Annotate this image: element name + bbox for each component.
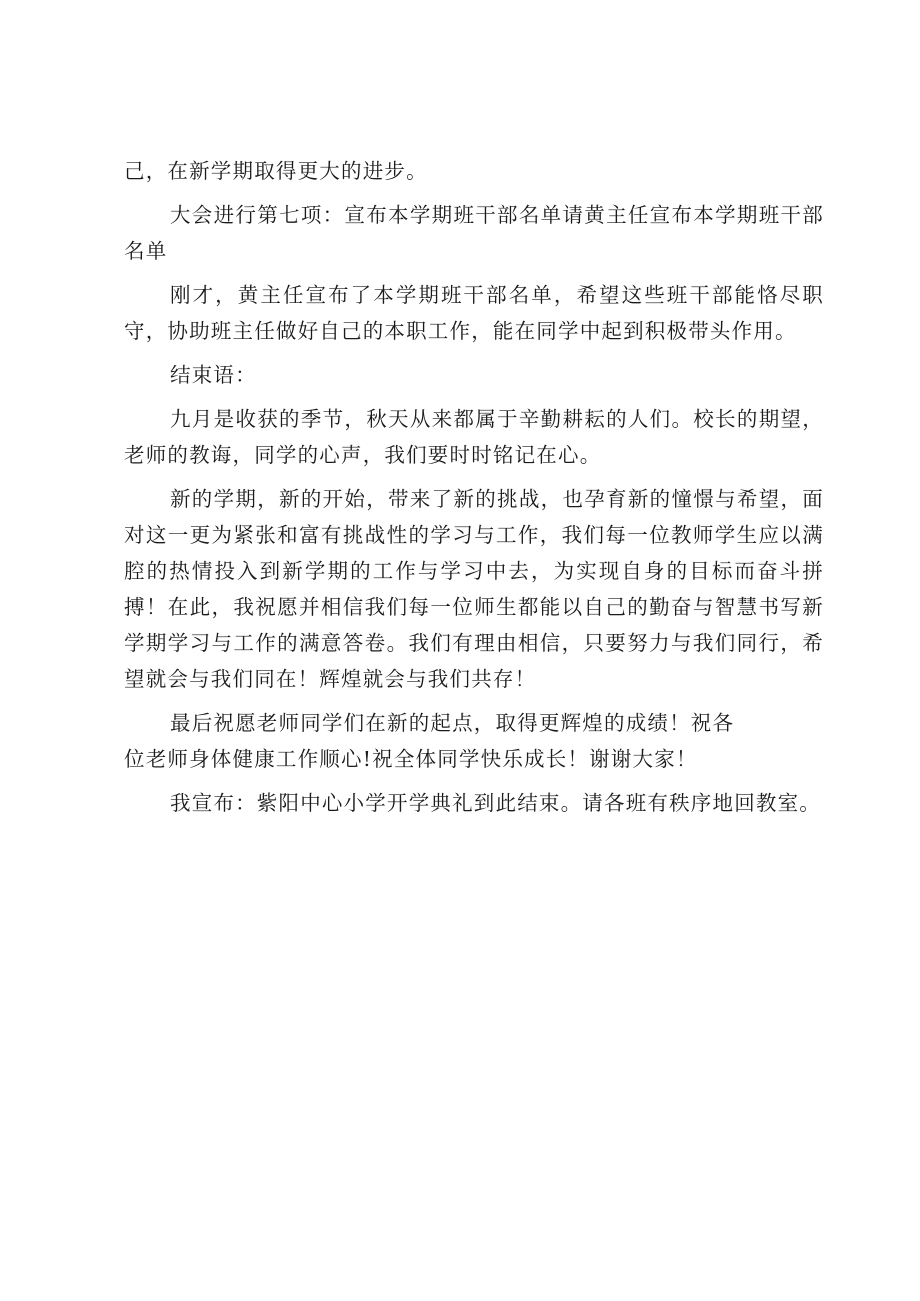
paragraph-announcement: 我宣布：紫阳中心小学开学典礼到此结束。请各班有秩序地回教室。: [170, 791, 821, 815]
paragraph-new-semester: 新的学期，新的开始，带来了新的挑战，也孕育新的憧憬与希望，面对这一更为紧张和富有挑战性的学习与工作，我们每一位教师学生应以满腔的热情投入到新学期的工作与学习中去，为实现自身的目标而奋斗拼搏！在此，我祝愿并相信我们每一位师生都能以自己的勤奋与智慧书写新学期学习与工作的满意答卷。我们有理由相信，只要努力与我们同行，希望就会与我们同在！辉煌就会与我们共存！: [124, 487, 824, 691]
paragraph-class-officers: 刚才，黄主任宣布了本学期班干部名单，希望这些班干部能恪尽职守，协助班主任做好自己的本职工作，能在同学中起到积极带头作用。: [124, 283, 824, 343]
paragraph-continuation: 己，在新学期取得更大的进步。: [124, 159, 428, 183]
paragraph-final-wishes: 最后祝愿老师同学们在新的起点，取得更辉煌的成绩！祝各: [170, 711, 735, 735]
paragraph-september: 九月是收获的季节，秋天从来都属于辛勤耕耘的人们。校长的期望，老师的教诲，同学的心声，我们要时时铭记在心。: [124, 407, 824, 467]
document-body: [124, 153, 824, 829]
paragraph-item-seven: 大会进行第七项：宣布本学期班干部名单请黄主任宣布本学期班干部名单: [124, 203, 824, 263]
paragraph-final-wishes-cont: 位老师身体健康工作顺心!祝全体同学快乐成长！谢谢大家！: [124, 747, 698, 771]
paragraph-closing-heading: 结束语：: [170, 363, 257, 387]
